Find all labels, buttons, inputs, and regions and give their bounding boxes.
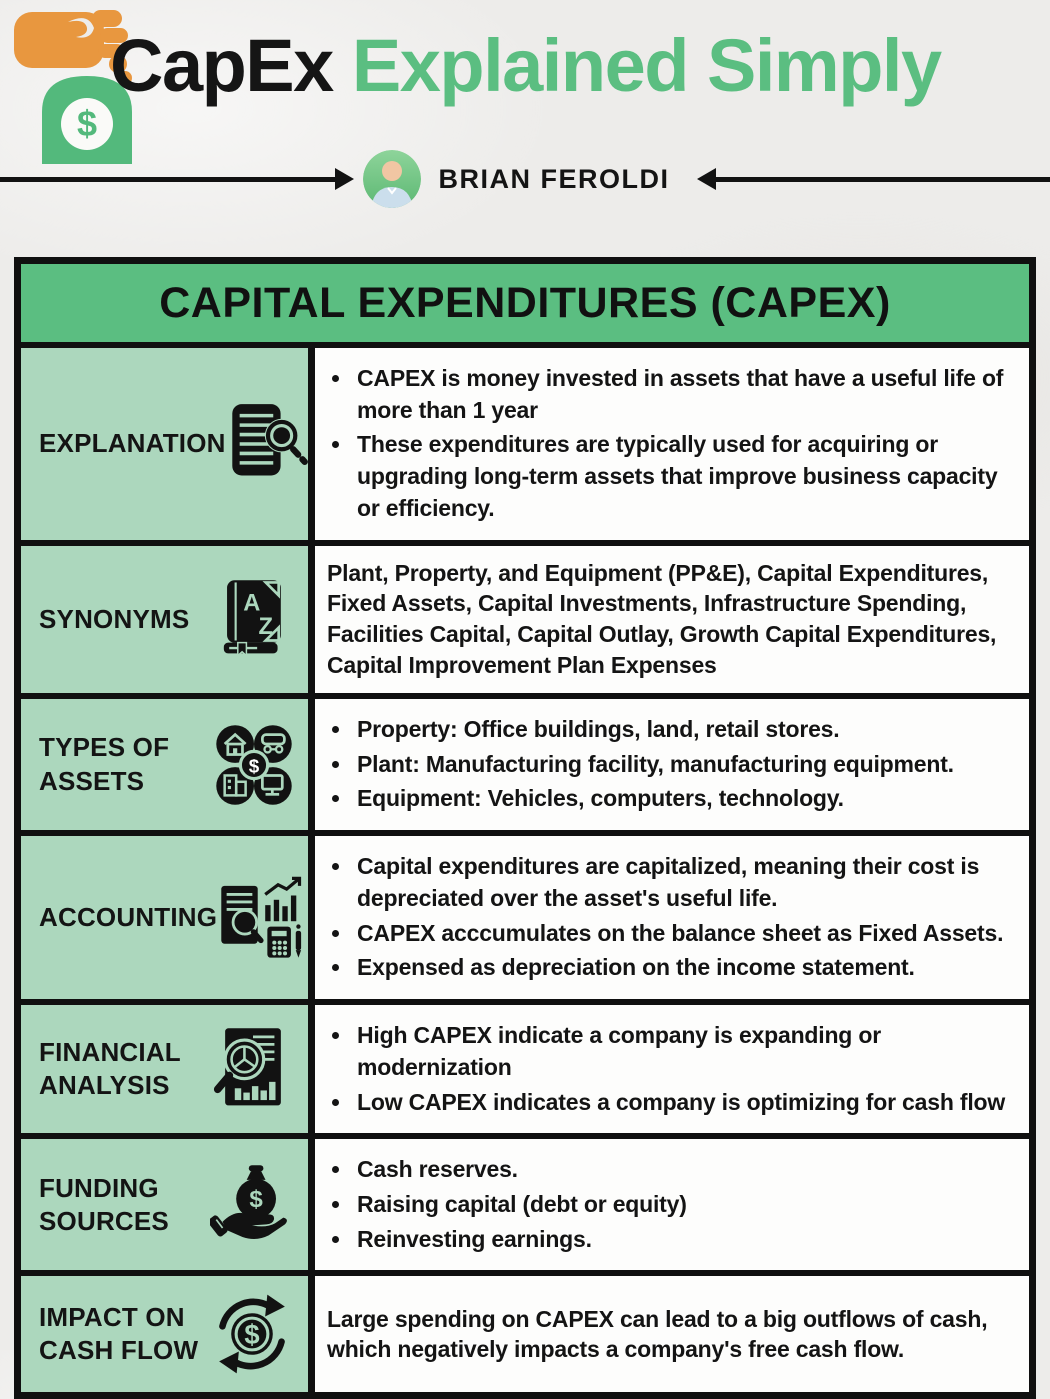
bullet-list xyxy=(325,360,1013,528)
hand-holding-money-bag-icon xyxy=(210,1161,298,1249)
table-row-accounting xyxy=(21,830,1029,999)
author-name: BRIAN FEROLDI xyxy=(439,164,670,195)
bullet-list xyxy=(325,711,1013,818)
row-label-cell xyxy=(21,1139,315,1270)
capex-table xyxy=(14,257,1036,1399)
arrow-right-icon xyxy=(335,168,354,190)
svg-text:$: $ xyxy=(244,1319,259,1350)
divider-line-right xyxy=(715,177,1050,182)
author-line xyxy=(0,149,1050,209)
page-title-black: CapEx xyxy=(110,24,333,107)
bullet-item: • Expensed as depreciation on the income statement. xyxy=(353,952,1013,984)
svg-text:A: A xyxy=(243,591,260,617)
bullet-item: • High CAPEX indicate a company is expanding or modernization xyxy=(353,1020,1013,1083)
table-row-synonyms xyxy=(21,540,1029,693)
bullet-item: • CAPEX is money invested in assets that have a useful life of more than 1 year xyxy=(353,363,1013,426)
page-title-green: Explained Simply xyxy=(333,24,941,107)
divider-line-left xyxy=(0,177,336,182)
svg-text:$: $ xyxy=(249,1186,263,1213)
impact-text: Large spending on CAPEX can lead to a big outflows of cash, which negatively impacts a company's free cash flow. xyxy=(325,1304,1013,1366)
table-row-impact-on-cash-flow xyxy=(21,1270,1029,1392)
az-dictionary-book-icon xyxy=(212,576,298,662)
row-content xyxy=(315,699,1029,830)
row-content xyxy=(315,1005,1029,1133)
accounting-tools-icon xyxy=(217,873,307,963)
table-row-financial-analysis xyxy=(21,999,1029,1133)
row-label-cell xyxy=(21,1276,315,1392)
arrow-left-icon xyxy=(697,168,716,190)
row-content xyxy=(315,1139,1029,1270)
bullet-item: • Equipment: Vehicles, computers, technology. xyxy=(353,783,1013,815)
bullet-item: • CAPEX acccumulates on the balance sheet as Fixed Assets. xyxy=(353,918,1013,950)
row-label: FUNDING SOURCES xyxy=(39,1172,210,1239)
page-title xyxy=(110,20,941,113)
bullet-item: • Low CAPEX indicates a company is optimizing for cash flow xyxy=(353,1087,1013,1119)
row-label: SYNONYMS xyxy=(39,603,189,636)
bullet-item: • These expenditures are typically used for acquiring or upgrading long-term assets that improve business capacity or efficiency. xyxy=(353,429,1013,524)
table-title: CAPITAL EXPENDITURES (CAPEX) xyxy=(21,264,1029,342)
bullet-item: • Raising capital (debt or equity) xyxy=(353,1189,1013,1221)
bullet-list xyxy=(325,1151,1013,1258)
bullet-item: • Cash reserves. xyxy=(353,1154,1013,1186)
bullet-list xyxy=(325,848,1013,987)
row-content xyxy=(315,1276,1029,1392)
document-magnifier-icon xyxy=(226,402,310,486)
svg-text:$: $ xyxy=(77,103,97,144)
dollar-cycle-icon xyxy=(206,1288,298,1380)
row-content xyxy=(315,546,1029,693)
svg-text:Z: Z xyxy=(259,614,273,640)
row-label-cell xyxy=(21,348,315,540)
svg-text:$: $ xyxy=(249,755,260,776)
bullet-item: • Property: Office buildings, land, retail stores. xyxy=(353,714,1013,746)
bullet-item: • Capital expenditures are capitalized, meaning their cost is depreciated over the asset's useful life. xyxy=(353,851,1013,914)
table-row-explanation xyxy=(21,342,1029,540)
row-label: IMPACT ON CASH FLOW xyxy=(39,1301,206,1368)
bullet-item: • Plant: Manufacturing facility, manufacturing equipment. xyxy=(353,749,1013,781)
bullet-list xyxy=(325,1017,1013,1121)
pie-chart-magnifier-report-icon xyxy=(208,1024,298,1114)
asset-categories-icon xyxy=(210,721,298,809)
row-label: FINANCIAL ANALYSIS xyxy=(39,1036,208,1103)
row-label: ACCOUNTING xyxy=(39,901,217,934)
table-row-funding-sources xyxy=(21,1133,1029,1270)
row-content xyxy=(315,836,1029,999)
row-label: TYPES OF ASSETS xyxy=(39,731,210,798)
bullet-item: • Reinvesting earnings. xyxy=(353,1224,1013,1256)
synonyms-text: Plant, Property, and Equipment (PP&E), Capital Expenditures, Fixed Assets, Capital Investments, Infrastructure Spending, Facilities Capital, Capital Outlay, Growth Capital Expenditures, Capital Improvement Plan Expenses xyxy=(325,558,1013,681)
brian-feroldi-avatar xyxy=(363,150,421,208)
row-label-cell xyxy=(21,699,315,830)
row-label-cell xyxy=(21,546,315,693)
table-row-types-of-assets xyxy=(21,693,1029,830)
row-label-cell xyxy=(21,1005,315,1133)
row-label-cell xyxy=(21,836,315,999)
row-label: EXPLANATION xyxy=(39,427,226,460)
row-content xyxy=(315,348,1029,540)
page-header xyxy=(0,0,1050,257)
